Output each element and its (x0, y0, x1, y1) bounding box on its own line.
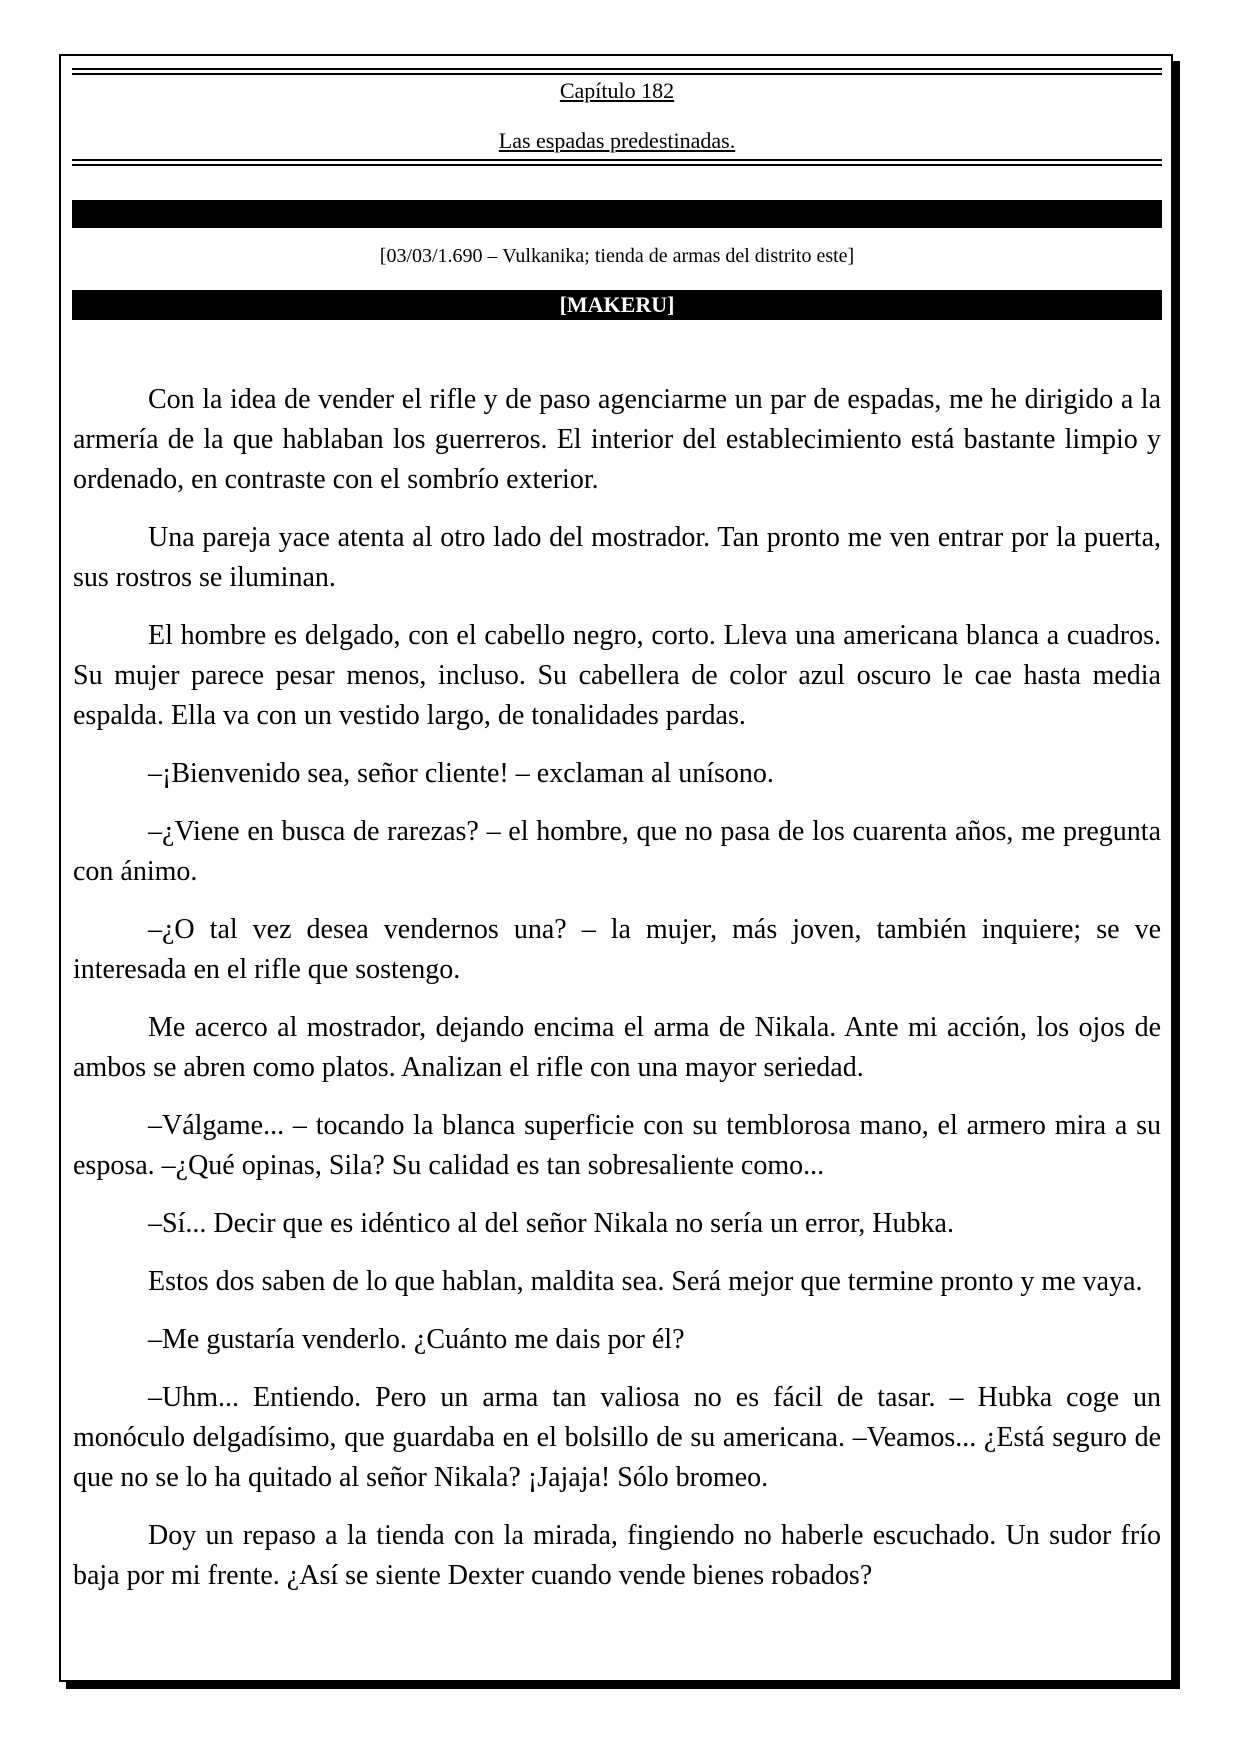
header-bottom-rule (72, 159, 1162, 166)
paragraph: –¿Viene en busca de rarezas? – el hombre, que no pasa de los cuarenta años, me pregunta con ánimo. (73, 816, 1161, 887)
chapter-title: Las espadas predestinadas. (498, 128, 736, 153)
paragraph: –Válgame... – tocando la blanca superficie con su temblorosa mano, el armero mira a su esposa. –¿Qué opinas, Sila? Su calidad es tan sobresaliente como... (73, 1110, 1161, 1181)
scene-divider-bar (72, 200, 1162, 228)
paragraph: –¿O tal vez desea vendernos una? – la mujer, más joven, también inquiere; se ve interesada en el rifle que sostengo. (73, 914, 1161, 985)
paragraph: Una pareja yace atenta al otro lado del mostrador. Tan pronto me ven entrar por la puerta, sus rostros se iluminan. (73, 522, 1161, 593)
paragraph: Doy un repaso a la tienda con la mirada, fingiendo no haberle escuchado. Un sudor frío baja por mi frente. ¿Así se siente Dexter cuando vende bienes robados? (73, 1520, 1161, 1591)
paragraph: –Sí... Decir que es idéntico al del señor Nikala no sería un error, Hubka. (148, 1208, 954, 1239)
paragraph: –¡Bienvenido sea, señor cliente! – exclaman al unísono. (148, 758, 774, 789)
paragraph: –Uhm... Entiendo. Pero un arma tan valiosa no es fácil de tasar. – Hubka coge un monóculo delgadísimo, que guardaba en el bolsillo de su americana. –Veamos... ¿Está seguro de que no se lo ha quitado al señor Nikala? ¡Jajaja! Sólo bromeo. (73, 1382, 1161, 1493)
paragraph: Me acerco al mostrador, dejando encima el arma de Nikala. Ante mi acción, los ojos de ambos se abren como platos. Analizan el rifle con una mayor seriedad. (73, 1012, 1161, 1083)
paragraph: Estos dos saben de lo que hablan, maldita sea. Será mejor que termine pronto y me vaya. (148, 1266, 1143, 1297)
pov-character-bar: [MAKERU] (72, 290, 1162, 320)
header-top-rule (72, 68, 1162, 75)
paragraph: Con la idea de vender el rifle y de paso agenciarme un par de espadas, me he dirigido a la armería de la que hablaban los guerreros. El interior del establecimiento está bastante limpio y ordenado, en contraste con el sombrío exterior. (73, 384, 1161, 495)
chapter-number: Capítulo 182 (559, 78, 675, 103)
scene-location: [03/03/1.690 – Vulkanika; tienda de armas del distrito este] (379, 245, 855, 267)
paragraph: El hombre es delgado, con el cabello negro, corto. Lleva una americana blanca a cuadros. Su mujer parece pesar menos, incluso. Su cabellera de color azul oscuro le cae hasta media espalda. Ella va con un vestido largo, de tonalidades pardas. (73, 620, 1161, 731)
chapter-body (73, 380, 1161, 1614)
paragraph: –Me gustaría venderlo. ¿Cuánto me dais por él? (148, 1324, 685, 1355)
